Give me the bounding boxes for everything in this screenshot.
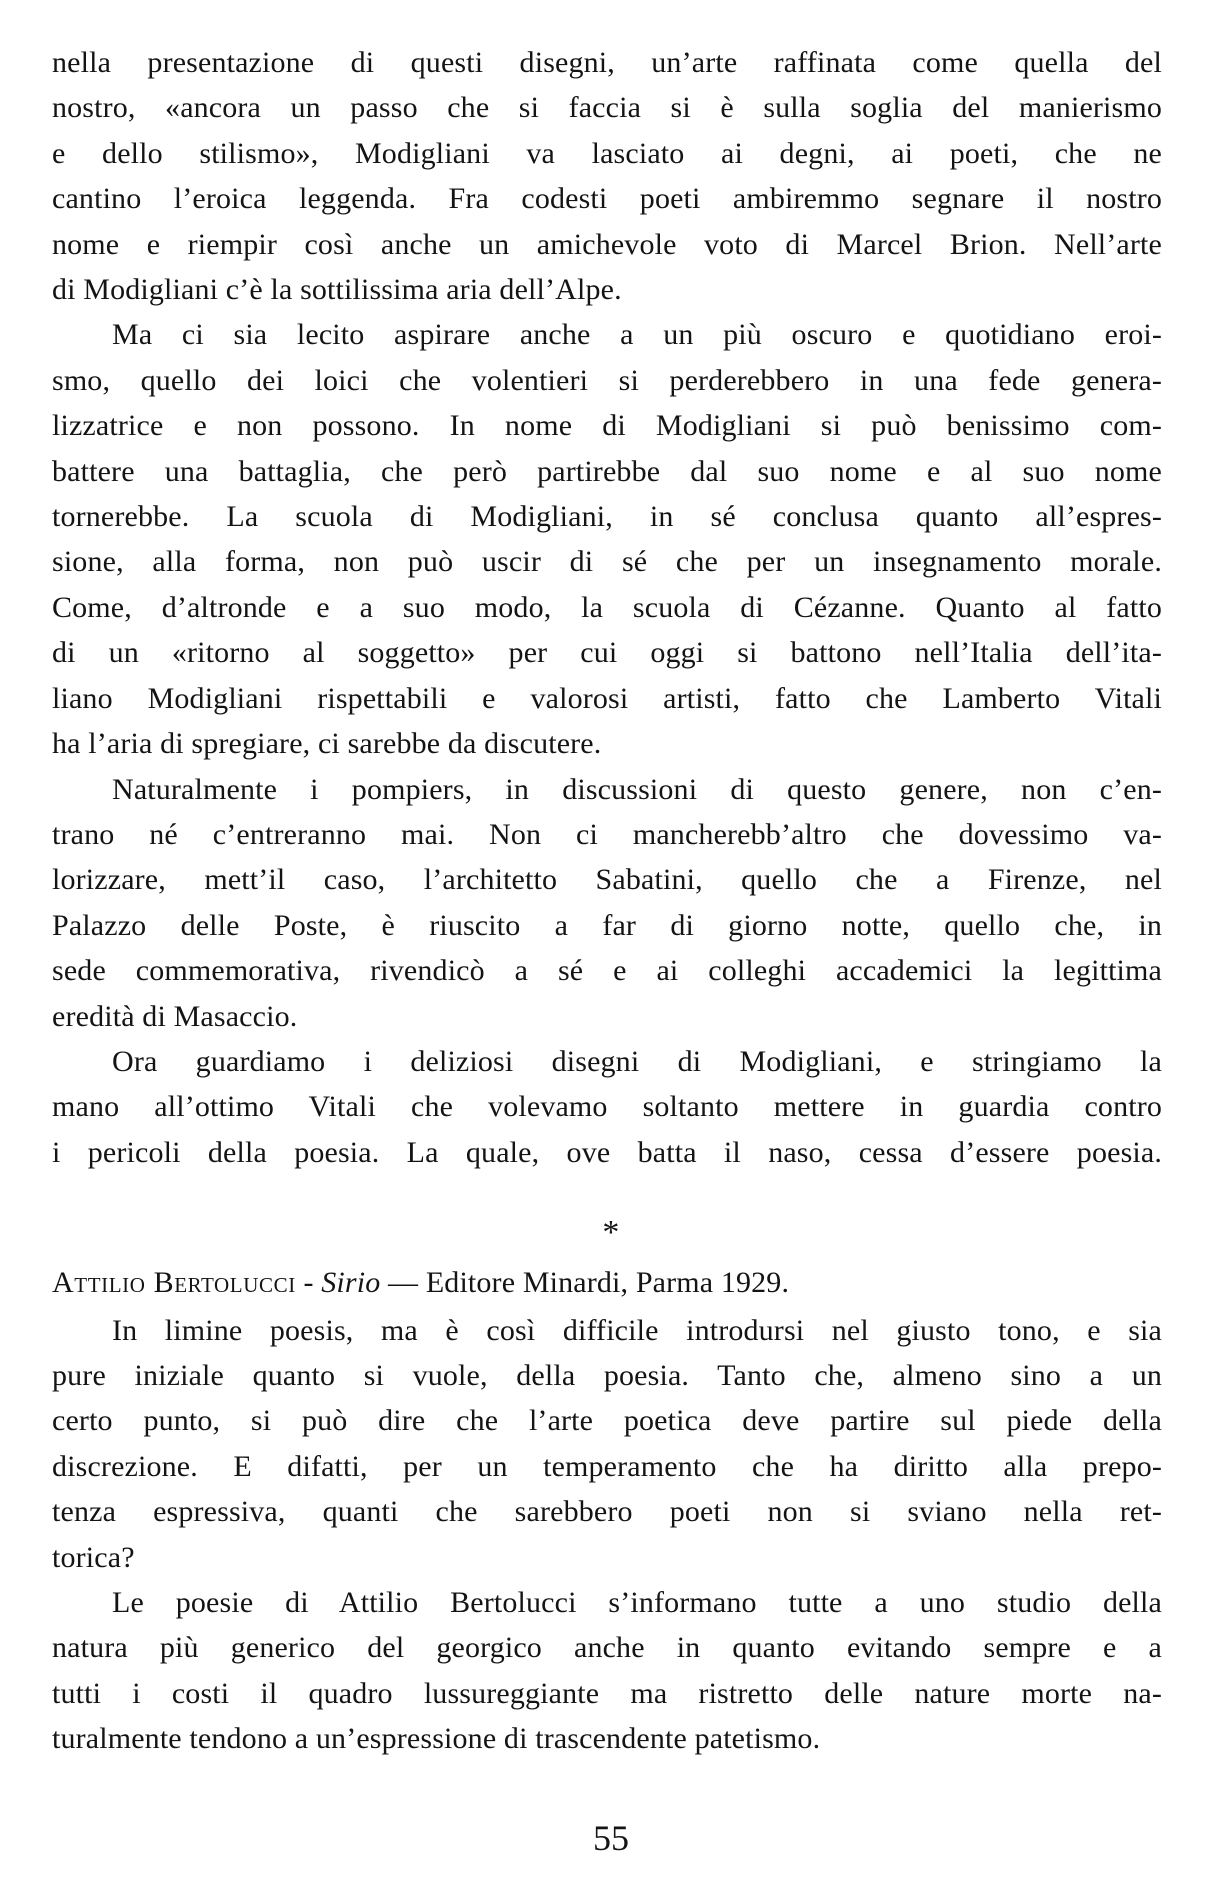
paragraph-pompiers bbox=[52, 767, 1162, 1039]
page-number: 55 bbox=[593, 1818, 629, 1858]
page-text-block bbox=[52, 40, 1162, 1762]
text-line: lizzatrice e non possono. In nome di Modigliani si può benissimo com- bbox=[52, 409, 1162, 443]
text-line: torica? bbox=[52, 1540, 135, 1574]
text-line: i pericoli della poesia. La quale, ove batta il naso, cessa d’essere poesia. bbox=[52, 1135, 1162, 1169]
text-line: nostro, «ancora un passo che si faccia si è sulla soglia del manierismo bbox=[52, 91, 1162, 125]
text-line: e dello stilismo», Modigliani va lasciato ai degni, ai poeti, che ne bbox=[52, 136, 1162, 170]
paragraph-closing bbox=[52, 1039, 1162, 1175]
paragraph-heroism bbox=[52, 312, 1162, 766]
text-line: lorizzare, mett’il caso, l’architetto Sabatini, quello che a Firenze, nel bbox=[52, 863, 1162, 897]
review-heading bbox=[52, 1260, 1162, 1305]
text-line: smo, quello dei loici che volentieri si perderebbero in una fede genera- bbox=[52, 363, 1162, 397]
paragraph-review-limine bbox=[52, 1308, 1162, 1580]
text-line: eredità di Masaccio. bbox=[52, 999, 298, 1033]
section-separator-asterisk: * bbox=[602, 1214, 620, 1252]
text-line: di un «ritorno al soggetto» per cui oggi si battono nell’Italia dell’ita- bbox=[52, 636, 1162, 670]
text-line: liano Modigliani rispettabili e valorosi artisti, fatto che Lamberto Vitali bbox=[52, 681, 1162, 715]
review-publisher: Editore Minardi, Parma 1929. bbox=[425, 1266, 790, 1300]
text-line: tutti i costi il quadro lussureggiante ma ristretto delle nature morte na- bbox=[52, 1676, 1162, 1710]
text-line: nella presentazione di questi disegni, un’arte raffinata come quella del bbox=[52, 46, 1162, 79]
text-line: nome e riempir così anche un amichevole voto di Marcel Brion. Nell’arte bbox=[52, 227, 1162, 261]
text-line: tornerebbe. La scuola di Modigliani, in sé conclusa quanto all’espres- bbox=[52, 500, 1162, 534]
text-line: tenza espressiva, quanti che sarebbero poeti non si sviano nella ret- bbox=[52, 1495, 1162, 1529]
text-line: Ora guardiamo i deliziosi disegni di Modigliani, e stringiamo la bbox=[112, 1044, 1162, 1078]
text-line: In limine poesis, ma è così difficile introdursi nel giusto tono, e sia bbox=[112, 1313, 1162, 1347]
text-line: mano all’ottimo Vitali che volevamo soltanto mettere in guardia contro bbox=[52, 1090, 1162, 1124]
text-line: discrezione. E difatti, per un temperamento che ha diritto alla prepo- bbox=[52, 1449, 1162, 1483]
heading-dash: - bbox=[295, 1266, 322, 1300]
text-line: Le poesie di Attilio Bertolucci s’informano tutte a uno studio della bbox=[112, 1586, 1162, 1619]
text-line: sede commemorativa, rivendicò a sé e ai colleghi accademici la legittima bbox=[52, 954, 1162, 988]
text-line: Palazzo delle Poste, è riuscito a far di giorno notte, quello che, in bbox=[52, 908, 1162, 942]
review-book-title: Sirio bbox=[321, 1266, 381, 1300]
text-line: turalmente tendono a un’espressione di trascendente patetismo. bbox=[52, 1722, 821, 1756]
text-line: di Modigliani c’è la sottilissima aria dell’Alpe. bbox=[52, 273, 622, 307]
paragraph-modigliani-intro bbox=[52, 40, 1162, 312]
heading-dash: — bbox=[380, 1266, 426, 1300]
text-line: pure iniziale quanto si vuole, della poesia. Tanto che, almeno sino a un bbox=[52, 1358, 1162, 1392]
text-line: cantino l’eroica leggenda. Fra codesti poeti ambiremmo segnare il nostro bbox=[52, 182, 1162, 216]
text-line: sione, alla forma, non può uscir di sé che per un insegnamento morale. bbox=[52, 545, 1162, 579]
text-line: ha l’aria di spregiare, ci sarebbe da discutere. bbox=[52, 727, 602, 761]
text-line: battere una battaglia, che però partirebbe dal suo nome e al suo nome bbox=[52, 454, 1162, 488]
text-line: trano né c’entreranno mai. Non ci mancherebb’altro che dovessimo va- bbox=[52, 817, 1162, 851]
text-line: Ma ci sia lecito aspirare anche a un più oscuro e quotidiano eroi- bbox=[112, 318, 1162, 352]
text-line: Naturalmente i pompiers, in discussioni di questo genere, non c’en- bbox=[112, 772, 1162, 806]
text-line: certo punto, si può dire che l’arte poetica deve partire sul piede della bbox=[52, 1404, 1162, 1438]
text-line: natura più generico del georgico anche in quanto evitando sempre e a bbox=[52, 1631, 1162, 1665]
paragraph-review-poems bbox=[52, 1580, 1162, 1762]
text-line: Come, d’altronde e a suo modo, la scuola di Cézanne. Quanto al fatto bbox=[52, 590, 1162, 624]
review-author: Attilio Bertolucci bbox=[52, 1266, 296, 1300]
